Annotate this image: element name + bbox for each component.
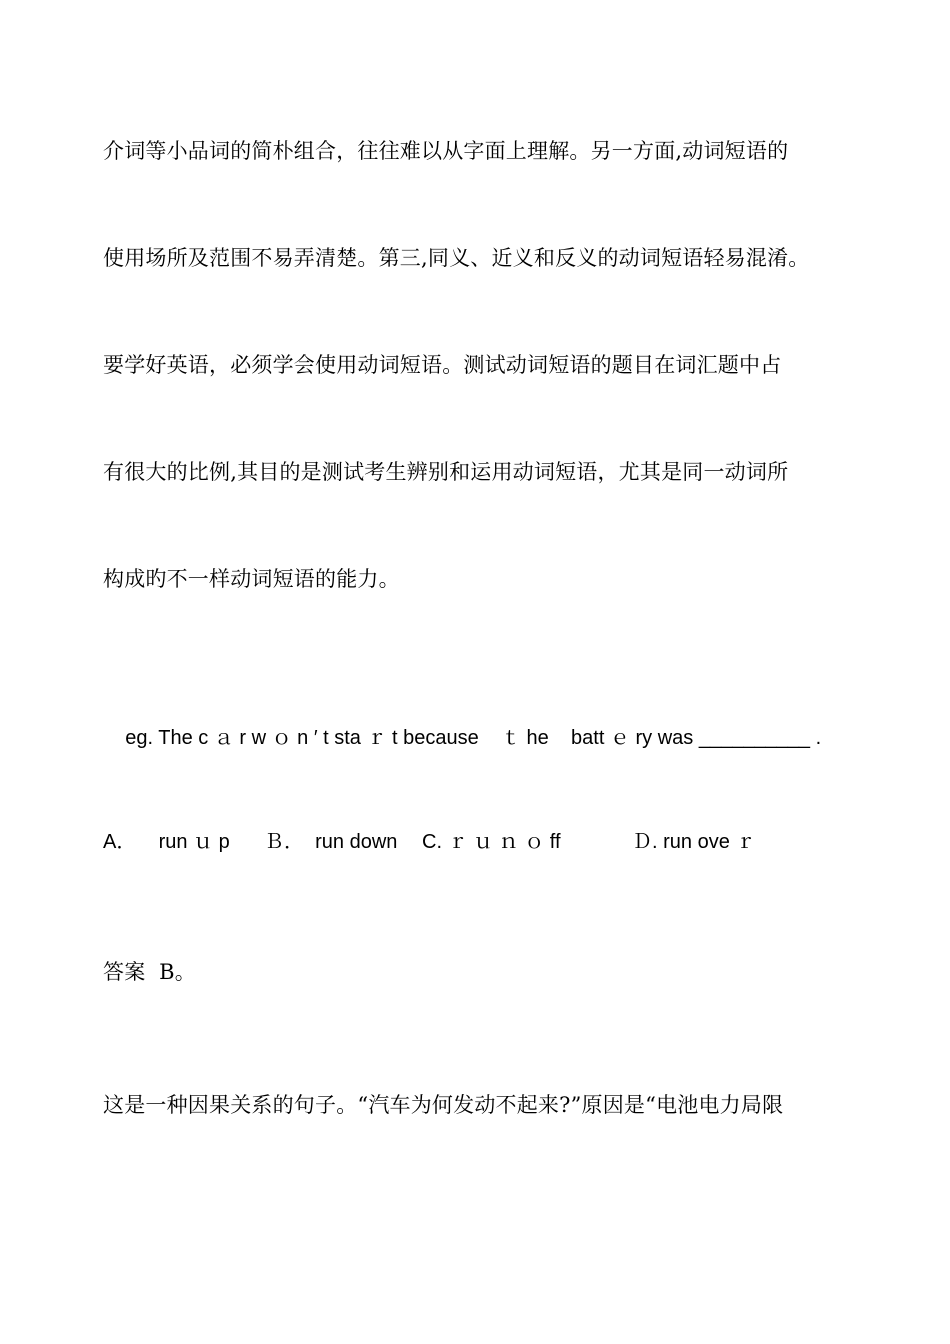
paragraph-line-5: 构成旳不一样动词短语的能力。 bbox=[103, 567, 400, 591]
paragraph-line-4: 有很大的比例,其目的是测试考生辨别和运用动词短语，尤其是同一动词所 bbox=[103, 460, 789, 484]
example-sentence-end: . bbox=[810, 727, 822, 749]
example-sentence bbox=[103, 696, 821, 780]
option-d: Ｄ. run ove ｒ bbox=[632, 831, 756, 853]
paragraph-line-2: 使用场所及范围不易弄清楚。第三,同义、近义和反义的动词短语轻易混淆。 bbox=[103, 246, 810, 270]
example-sentence-start: eg. The c ａ r w ｏ n ′ t sta ｒ t because ｔ he batt ｅ ry was bbox=[125, 727, 699, 749]
option-c: C. ｒ ｕ ｎ ｏ ff bbox=[422, 831, 561, 853]
example-blank: __________ bbox=[698, 727, 811, 749]
option-a: A． run ｕ p bbox=[103, 831, 230, 853]
answer-line: 答案 B。 bbox=[103, 960, 196, 984]
option-b: Ｂ． run down bbox=[264, 831, 398, 853]
paragraph-line-1: 介词等小品词的简朴组合，往往难以从字面上理解。另一方面,动词短语的 bbox=[103, 139, 789, 163]
explanation-line: 这是一种因果关系的句子。“汽车为何发动不起来?”原因是“电池电力局限 bbox=[103, 1093, 784, 1117]
paragraph-line-3: 要学好英语，必须学会使用动词短语。测试动词短语的题目在词汇题中占 bbox=[103, 353, 782, 377]
